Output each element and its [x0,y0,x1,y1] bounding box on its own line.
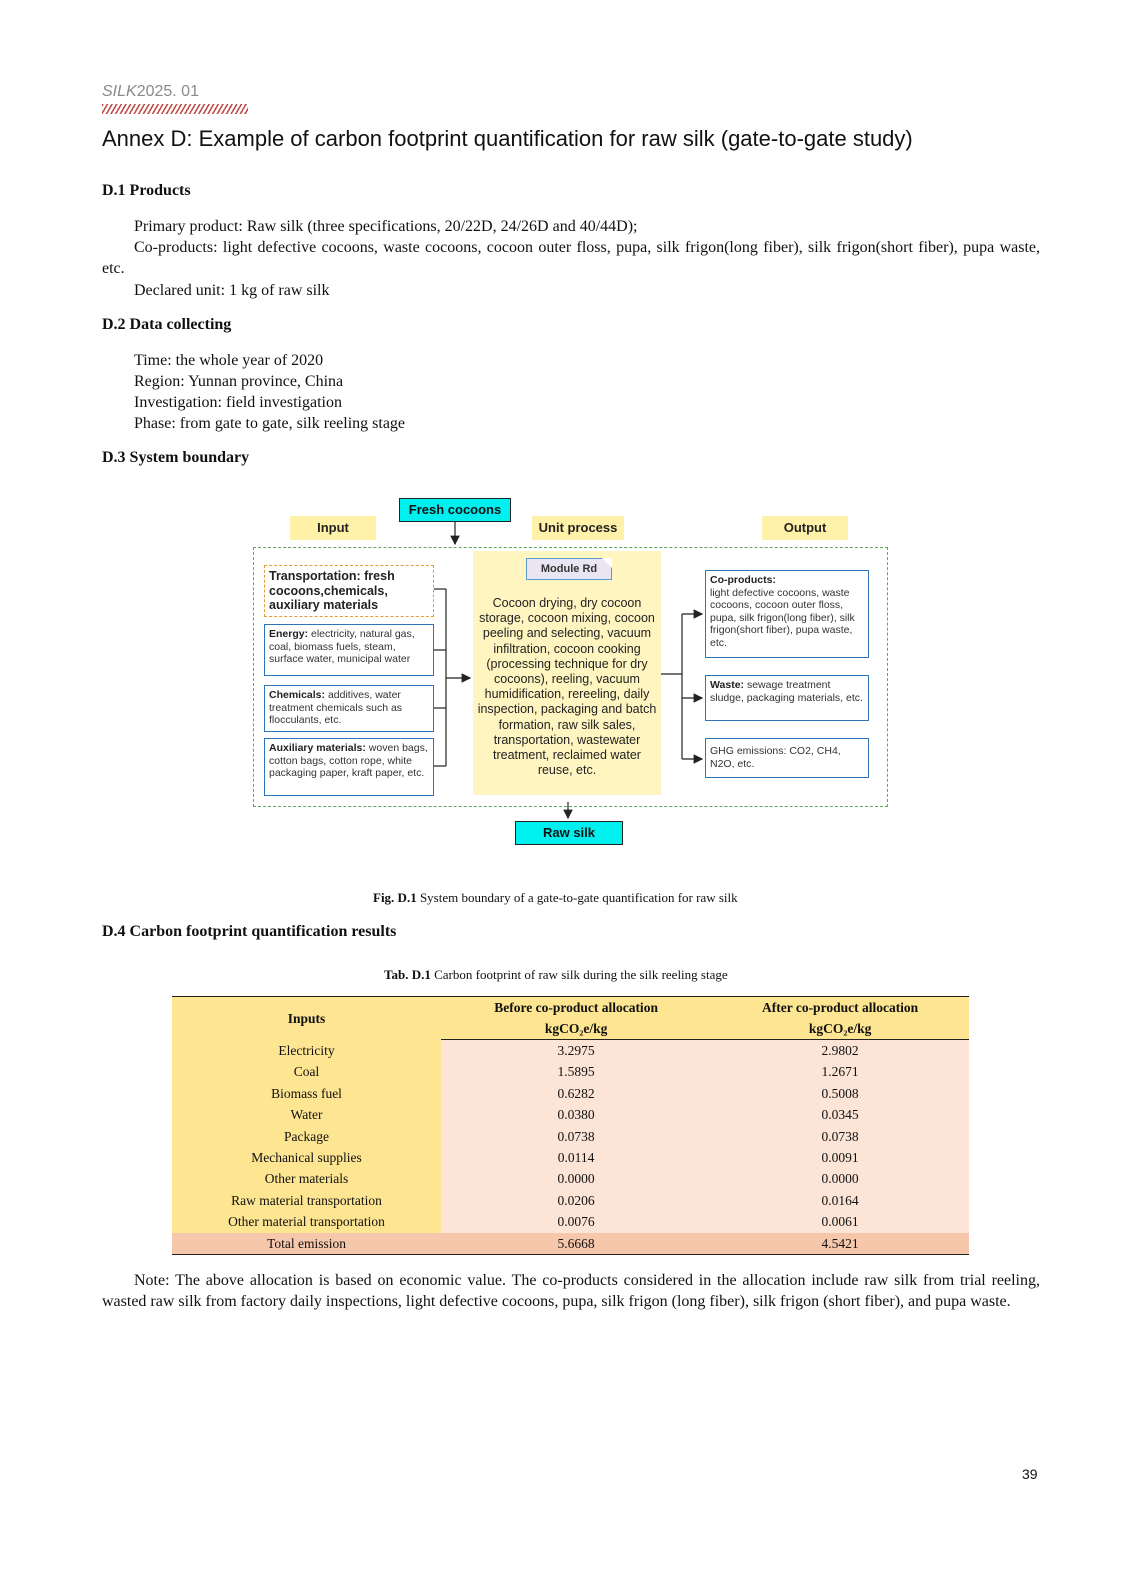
table-row [172,1040,969,1062]
section-heading-d2: D.2 Data collecting [102,316,232,333]
waste-text: sewage treatment sludge, packaging materials, etc. [710,679,863,704]
table-caption [384,967,728,983]
input-transportation-box: Transportation: fresh cocoons,chemicals, auxiliary materials [264,565,434,617]
phase-text: Phase: from gate to gate, silk reeling stage [134,415,406,432]
table-row [172,1168,969,1189]
row-after: 0.0164 [711,1190,969,1211]
coproducts-output-text: light defective cocoons, waste cocoons, cocoon outer floss, pupa, silk frigon(long fiber), silk frigon(short fiber), pupa waste, etc. [710,586,855,649]
time-text: Time: the whole year of 2020 [134,352,324,369]
row-before: 3.2975 [441,1040,711,1062]
row-input: Biomass fuel [172,1083,441,1104]
row-before: 0.0738 [441,1126,711,1147]
investigation-text: Investigation: field investigation [134,394,342,411]
fresh-cocoons-box: Fresh cocoons [399,498,511,522]
table-total-row [172,1233,969,1255]
total-label: Total emission [172,1233,441,1255]
auxiliary-text: woven bags, cotton bags, cotton rope, white packaging paper, kraft paper, etc. [269,742,428,780]
header-brand: SILK [102,83,137,100]
primary-product-text: Primary product: Raw silk (three specifications, 20/22D, 24/26D and 40/44D); [134,218,638,235]
row-before: 0.6282 [441,1083,711,1104]
row-input: Raw material transportation [172,1190,441,1211]
region-text: Region: Yunnan province, China [134,373,344,390]
row-input: Electricity [172,1040,441,1062]
output-ghg-box: GHG emissions: CO2, CH4, N2O, etc. [705,738,869,778]
row-after: 0.5008 [711,1083,969,1104]
coproducts-text: Co-products: light defective cocoons, waste cocoons, cocoon outer floss, pupa, silk frigon(long fiber), silk frigon(short fiber), pupa waste, etc. [102,239,1040,277]
section-heading-d3: D.3 System boundary [102,449,250,466]
table-row [172,1211,969,1232]
total-after: 4.5421 [711,1233,969,1255]
row-input: Water [172,1104,441,1125]
allocation-note: Note: The above allocation is based on economic value. The co-products considered in the allocation include raw silk from trial reeling, wasted raw silk from factory daily inspections, light defective cocoons, pupa, silk frigon (long fiber), silk frigon (short fiber), and pupa waste. [102,1272,1040,1310]
total-before: 5.6668 [441,1233,711,1255]
input-label: Input [290,516,376,540]
coproducts-label: Co-products: [710,574,776,586]
section-heading-d4: D.4 Carbon footprint quantification results [102,923,397,940]
header-hatch-decoration [102,104,248,114]
table-row [172,1147,969,1168]
table-label: Tab. D.1 [384,967,431,982]
output-label: Output [762,516,848,540]
unit-before: kgCO₂e/kg [441,1018,711,1040]
figure-label: Fig. D.1 [373,890,417,905]
table-row [172,1126,969,1147]
chemicals-label: Chemicals: [269,689,326,701]
unit-process-label: Unit process [532,516,624,540]
chemicals-text: additives, water treatment chemicals such as flocculants, etc. [269,689,403,727]
module-rd-tag: Module Rd [526,558,612,580]
figure-caption-text: System boundary of a gate-to-gate quantification for raw silk [416,890,738,905]
table-row [172,1190,969,1211]
page-title: Annex D: Example of carbon footprint quantification for raw silk (gate-to-gate study) [102,126,913,151]
row-after: 0.0738 [711,1126,969,1147]
table-caption-text: Carbon footprint of raw silk during the silk reeling stage [430,967,728,982]
col-header-inputs: Inputs [172,997,441,1040]
row-before: 0.0000 [441,1168,711,1189]
section-heading-d1: D.1 Products [102,182,191,199]
row-after: 0.0061 [711,1211,969,1232]
raw-silk-box: Raw silk [515,821,623,845]
col-header-after: After co-product allocation [711,997,969,1019]
unit-process-text: Cocoon drying, dry cocoon storage, cocoon mixing, cocoon peeling and selecting, vacuum infiltration, cocoon cooking (processing technique for dry cocoons), reeling, vacuum humidification, rereeling, daily inspection, packaging and batch formation, raw silk sales, transportation, wastewater treatment, reclaimed water reuse, etc. [477,596,657,778]
running-header [102,83,199,101]
row-before: 1.5895 [441,1061,711,1082]
diagram-connectors [250,494,900,854]
figure-caption [373,890,738,906]
row-after: 0.0345 [711,1104,969,1125]
row-before: 0.0114 [441,1147,711,1168]
row-after: 0.0091 [711,1147,969,1168]
row-input: Other material transportation [172,1211,441,1232]
system-boundary-diagram [250,494,900,854]
unit-after: kgCO₂e/kg [711,1018,969,1040]
row-after: 2.9802 [711,1040,969,1062]
table-row [172,1061,969,1082]
row-after: 0.0000 [711,1168,969,1189]
auxiliary-label: Auxiliary materials: [269,742,366,754]
waste-label: Waste: [710,679,745,691]
table-row [172,1083,969,1104]
header-issue: 2025. 01 [136,83,199,100]
table-row [172,1104,969,1125]
energy-text: electricity, natural gas, coal, biomass fuels, steam, surface water, municipal water [269,628,415,666]
row-input: Other materials [172,1168,441,1189]
row-before: 0.0076 [441,1211,711,1232]
row-input: Mechanical supplies [172,1147,441,1168]
carbon-footprint-table [172,996,969,1255]
row-after: 1.2671 [711,1061,969,1082]
declared-unit-text: Declared unit: 1 kg of raw silk [134,282,330,299]
row-input: Package [172,1126,441,1147]
col-header-before: Before co-product allocation [441,997,711,1019]
row-before: 0.0206 [441,1190,711,1211]
page-number: 39 [1022,1466,1038,1482]
energy-label: Energy: [269,628,309,640]
row-before: 0.0380 [441,1104,711,1125]
row-input: Coal [172,1061,441,1082]
